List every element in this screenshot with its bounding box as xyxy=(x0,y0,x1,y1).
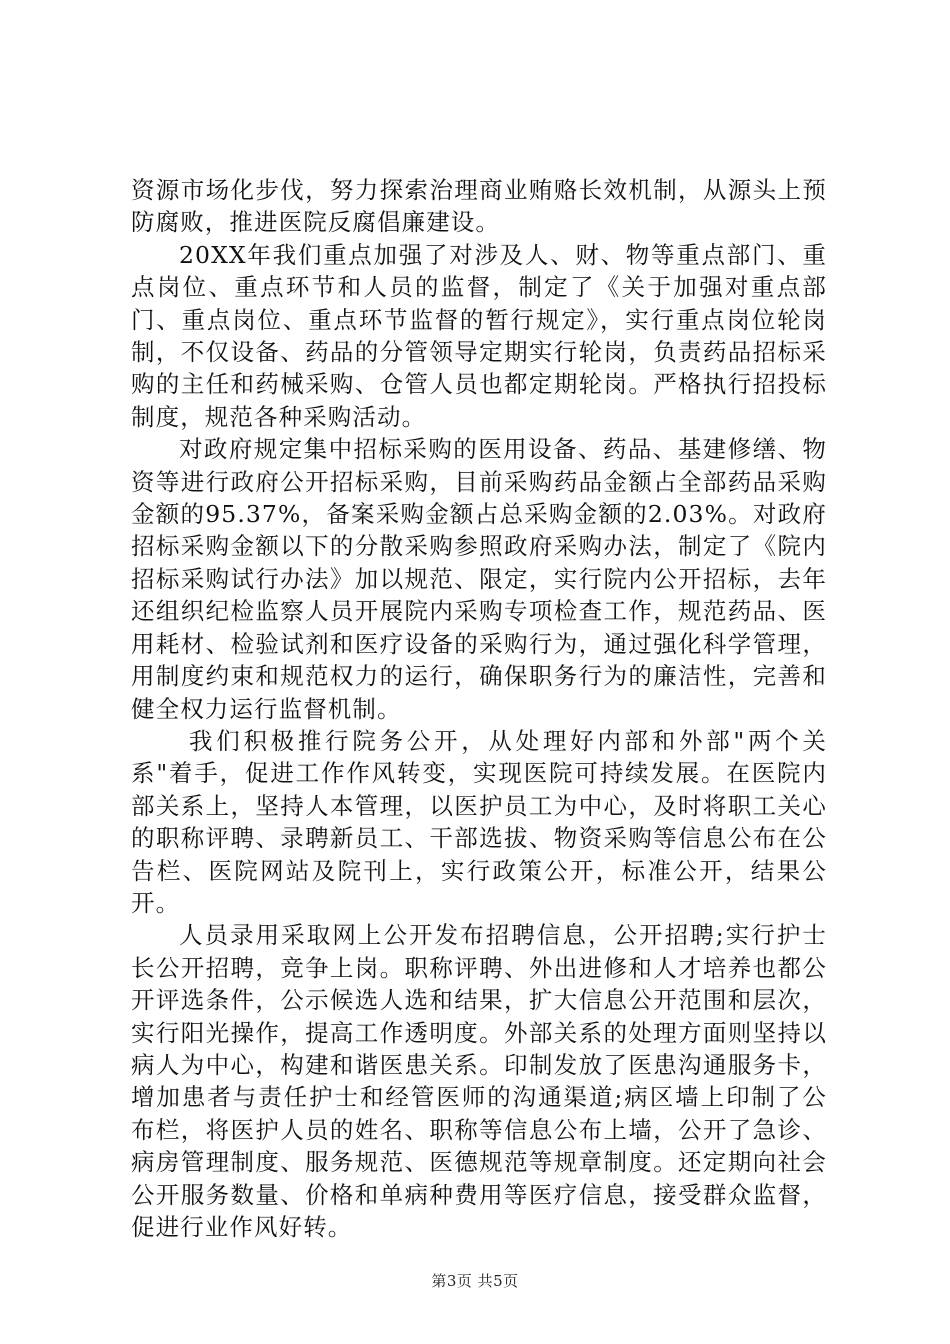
paragraph-key-posts-supervision: 20XX年我们重点加强了对涉及人、财、物等重点部门、重点岗位、重点环节和人员的监督，制定了《关于加强对重点部门、重点岗位、重点环节监督的暂行规定》，实行重点岗位轮岗制，不仅设备、药品的分管领导定期实行轮岗，负责药品招标采购的主任和药械采购、仓管人员也都定期轮岗。严格执行招投标制度，规范各种采购活动。 xyxy=(131,240,827,431)
page-footer-page-number: 第3页 共5页 xyxy=(431,1272,519,1290)
paragraph-recruitment-and-patient-relations: 人员录用采取网上公开发布招聘信息，公开招聘;实行护士长公开招聘，竞争上岗。职称评聘、外出进修和人才培养也都公开评选条件，公示候选人选和结果，扩大信息公开范围和层次，实行阳光操作，提高工作透明度。外部关系的处理方面则坚持以病人为中心，构建和谐医患关系。印制发放了医患沟通服务卡，增加患者与责任护士和经管医师的沟通渠道;病区墙上印制了公布栏，将医护人员的姓名、职称等信息公布上墙，公开了急诊、病房管理制度、服务规范、医德规范等规章制度。还定期向社会公开服务数量、价格和单病种费用等医疗信息，接受群众监督，促进行业作风好转。 xyxy=(131,921,827,1241)
paragraph-procurement: 对政府规定集中招标采购的医用设备、药品、基建修缮、物资等进行政府公开招标采购，目前采购药品金额占全部药品采购金额的95.37%，备案采购金额占总采购金额的2.03%。对政府招标采购金额以下的分散采购参照政府采购办法，制定了《院内招标采购试行办法》加以规范、限定，实行院内公开招标，去年还组织纪检监察人员开展院内采购专项检查工作，规范药品、医用耗材、检验试剂和医疗设备的采购行为，通过强化科学管理，用制度约束和规范权力的运行，确保职务行为的廉洁性，完善和健全权力运行监督机制。 xyxy=(131,435,827,723)
paragraph-hospital-affairs-openness: 我们积极推行院务公开，从处理好内部和外部"两个关系"着手，促进工作作风转变，实现医院可持续发展。在医院内部关系上，坚持人本管理，以医护员工为中心，及时将职工关心的职称评聘、录聘新员工、干部选拔、物资采购等信息公布在公告栏、医院网站及院刊上，实行政策公开，标准公开，结果公开。 xyxy=(131,726,827,917)
document-body xyxy=(131,174,827,1243)
paragraph-continuation: 资源市场化步伐，努力探索治理商业贿赂长效机制，从源头上预防腐败，推进医院反腐倡廉建设。 xyxy=(131,176,827,237)
